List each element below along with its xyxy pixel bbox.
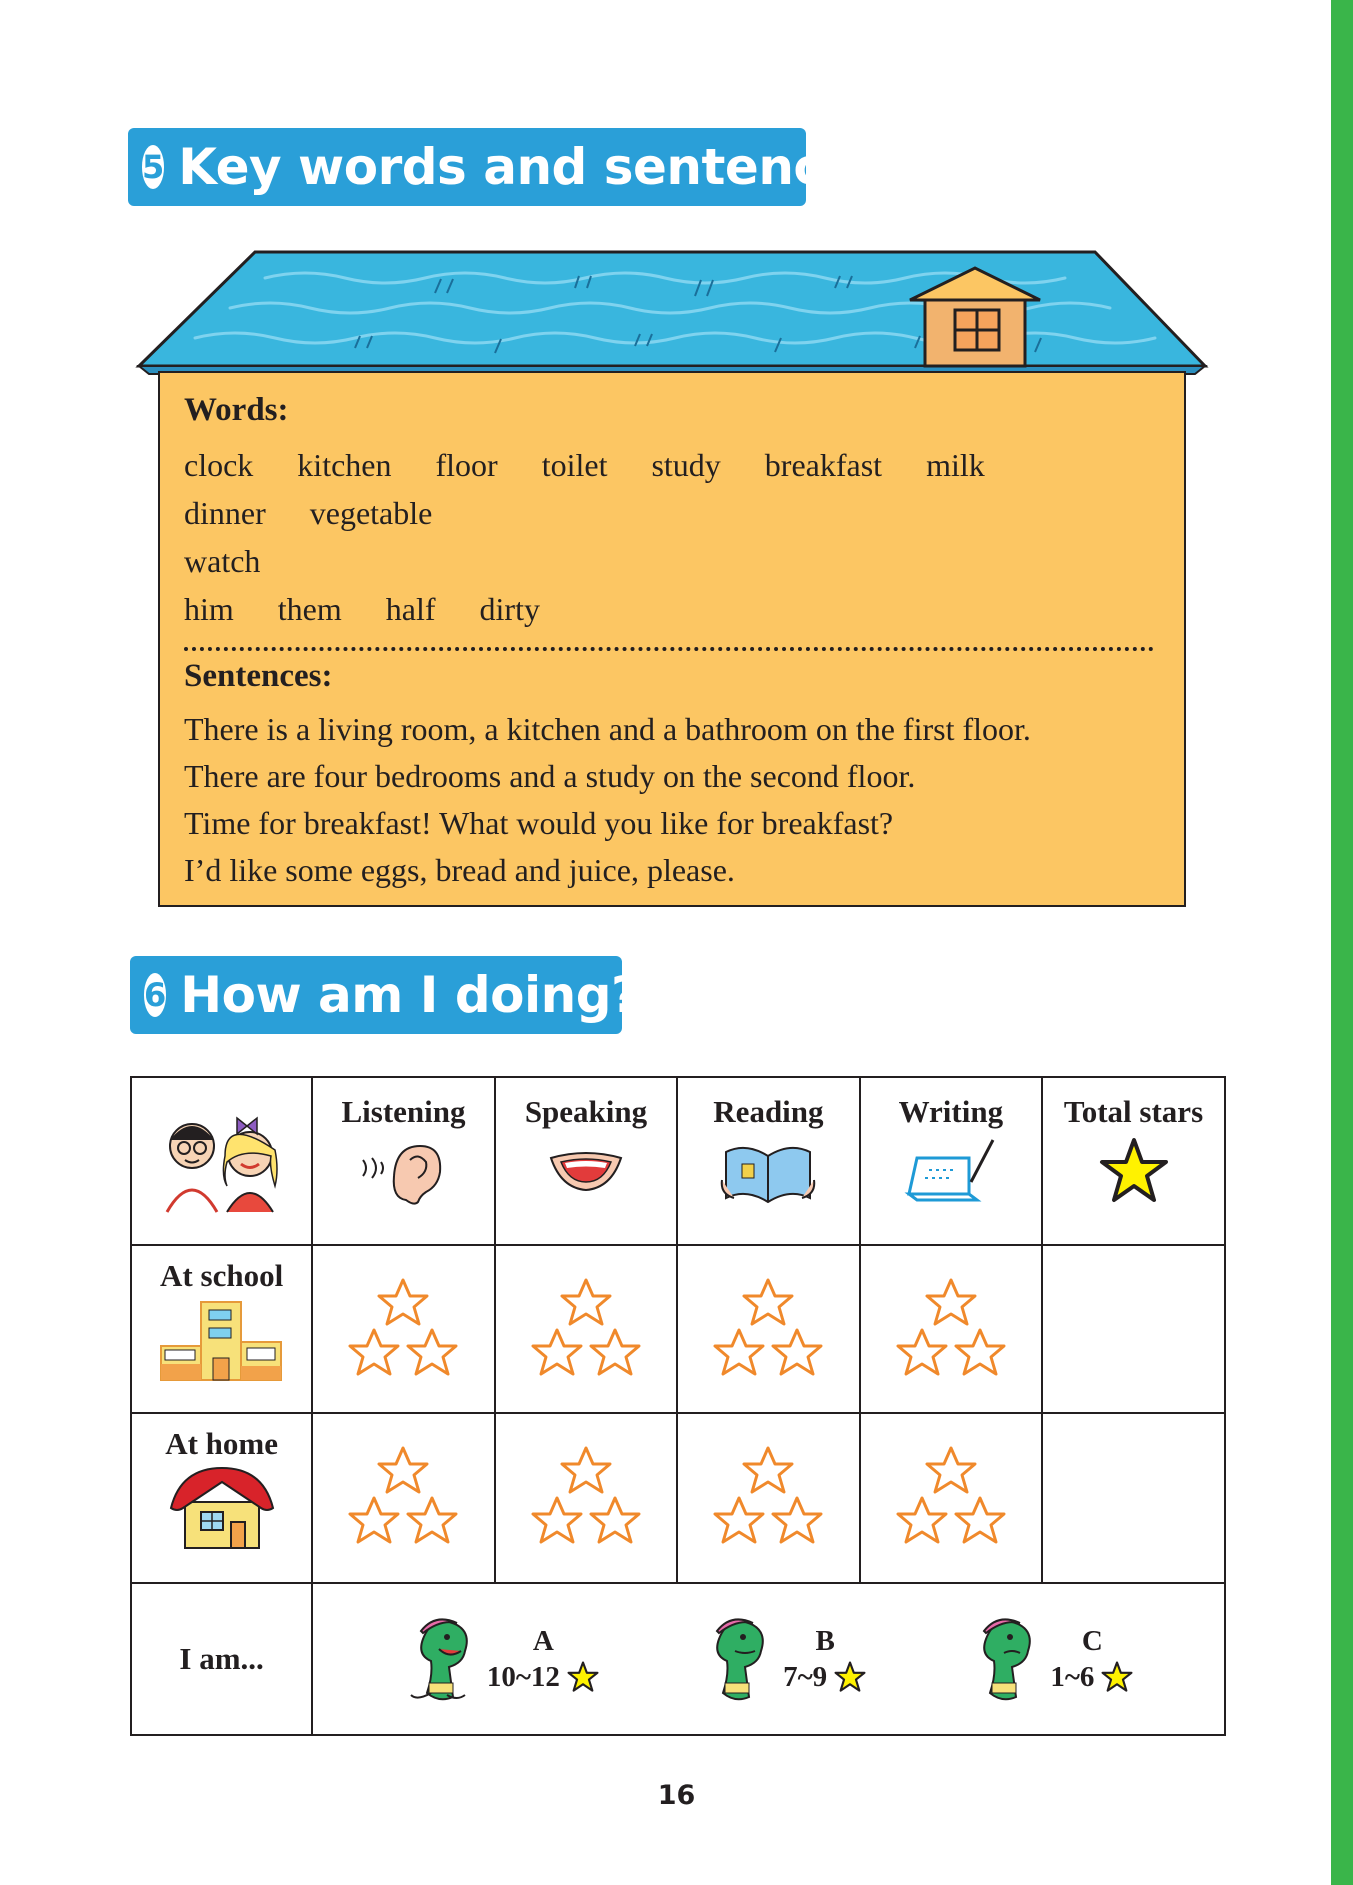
sentence: I’d like some eggs, bread and juice, please. bbox=[184, 852, 735, 889]
listening-home-stars bbox=[312, 1413, 495, 1583]
speaking-school-stars bbox=[495, 1245, 677, 1413]
word: dirty bbox=[479, 590, 540, 627]
star-icon bbox=[566, 1660, 600, 1694]
section-6-header bbox=[130, 956, 640, 1034]
section-6-number: 6 bbox=[144, 973, 166, 1017]
words-row-1 bbox=[184, 441, 1174, 489]
grade-scale bbox=[312, 1583, 1225, 1735]
words-row-2 bbox=[184, 489, 1174, 537]
grade-letter: A bbox=[532, 1625, 554, 1657]
section-5-number: 5 bbox=[142, 145, 164, 189]
sentences-label: Sentences: bbox=[184, 657, 333, 694]
page-margin-bar bbox=[1331, 0, 1353, 1885]
row-header-at-school bbox=[131, 1245, 312, 1413]
word: watch bbox=[184, 542, 261, 579]
sentence: Time for breakfast! What would you like for breakfast? bbox=[184, 805, 894, 842]
school-building-icon bbox=[157, 1294, 287, 1384]
dinosaur-icon bbox=[699, 1609, 779, 1709]
section-5-header bbox=[128, 128, 886, 206]
reading-school-stars bbox=[677, 1245, 859, 1413]
three-stars-icon bbox=[891, 1444, 1011, 1554]
notebook-icon bbox=[901, 1130, 1001, 1210]
section-5-title: Key words and sentences bbox=[178, 138, 886, 196]
writing-home-stars bbox=[860, 1413, 1042, 1583]
children-icon bbox=[147, 1104, 297, 1214]
column-label: Speaking bbox=[524, 1094, 648, 1129]
star-icon bbox=[833, 1660, 867, 1694]
reading-home-stars bbox=[677, 1413, 859, 1583]
words-label: Words: bbox=[184, 392, 289, 428]
word: floor bbox=[435, 446, 498, 483]
column-header-writing bbox=[860, 1077, 1042, 1245]
key-words-panel bbox=[158, 371, 1186, 907]
column-header-total-stars bbox=[1042, 1077, 1225, 1245]
house-icon bbox=[167, 1462, 277, 1552]
word: vegetable bbox=[309, 494, 433, 531]
grade-b bbox=[699, 1609, 867, 1709]
book-icon bbox=[718, 1130, 818, 1210]
iam-cell bbox=[131, 1583, 312, 1735]
column-header-listening bbox=[312, 1077, 495, 1245]
column-label: Total stars bbox=[1063, 1094, 1204, 1129]
row-header-at-home bbox=[131, 1413, 312, 1583]
word: half bbox=[385, 590, 436, 627]
word: milk bbox=[926, 446, 985, 483]
word: them bbox=[277, 590, 342, 627]
three-stars-icon bbox=[343, 1276, 463, 1386]
grade-range: 1~6 bbox=[1050, 1661, 1095, 1693]
word: kitchen bbox=[297, 446, 392, 483]
column-header-reading bbox=[677, 1077, 859, 1245]
dinosaur-icon bbox=[403, 1609, 483, 1709]
three-stars-icon bbox=[343, 1444, 463, 1554]
column-label: Reading bbox=[713, 1094, 824, 1129]
word: him bbox=[184, 590, 234, 627]
mouth-icon bbox=[541, 1130, 631, 1210]
three-stars-icon bbox=[526, 1276, 646, 1386]
grade-letter: B bbox=[815, 1625, 835, 1657]
roof-illustration bbox=[135, 248, 1210, 378]
column-label: Listening bbox=[341, 1094, 466, 1129]
sentence: There are four bedrooms and a study on the second floor. bbox=[184, 758, 916, 795]
grade-c bbox=[966, 1609, 1134, 1709]
word: dinner bbox=[184, 494, 266, 531]
star-icon bbox=[1094, 1130, 1174, 1210]
grade-a bbox=[403, 1609, 600, 1709]
grade-range: 10~12 bbox=[486, 1661, 560, 1693]
three-stars-icon bbox=[708, 1444, 828, 1554]
speaking-home-stars bbox=[495, 1413, 677, 1583]
grade-range: 7~9 bbox=[783, 1661, 828, 1693]
grade-letter: C bbox=[1081, 1625, 1103, 1657]
total-stars-school[interactable] bbox=[1042, 1245, 1225, 1413]
words-row-3 bbox=[184, 537, 1174, 585]
row-label: At school bbox=[160, 1258, 284, 1293]
kids-cell bbox=[131, 1077, 312, 1245]
dinosaur-icon bbox=[966, 1609, 1046, 1709]
words-row-4 bbox=[184, 585, 1174, 633]
three-stars-icon bbox=[708, 1276, 828, 1386]
listening-school-stars bbox=[312, 1245, 495, 1413]
sentence: There is a living room, a kitchen and a bathroom on the first floor. bbox=[184, 711, 1031, 748]
three-stars-icon bbox=[891, 1276, 1011, 1386]
writing-school-stars bbox=[860, 1245, 1042, 1413]
iam-label: I am... bbox=[179, 1641, 264, 1676]
column-label: Writing bbox=[898, 1094, 1004, 1129]
star-icon bbox=[1100, 1660, 1134, 1694]
row-label: At home bbox=[165, 1426, 279, 1461]
word: toilet bbox=[541, 446, 608, 483]
ear-icon bbox=[358, 1130, 448, 1210]
self-assessment-table bbox=[130, 1076, 1226, 1736]
total-stars-home[interactable] bbox=[1042, 1413, 1225, 1583]
page-number: 16 bbox=[657, 1780, 696, 1811]
column-header-speaking bbox=[495, 1077, 677, 1245]
word: study bbox=[651, 446, 721, 483]
divider bbox=[184, 639, 1154, 651]
section-6-title: How am I doing? bbox=[180, 966, 640, 1024]
word: clock bbox=[184, 446, 254, 483]
three-stars-icon bbox=[526, 1444, 646, 1554]
word: breakfast bbox=[764, 446, 883, 483]
